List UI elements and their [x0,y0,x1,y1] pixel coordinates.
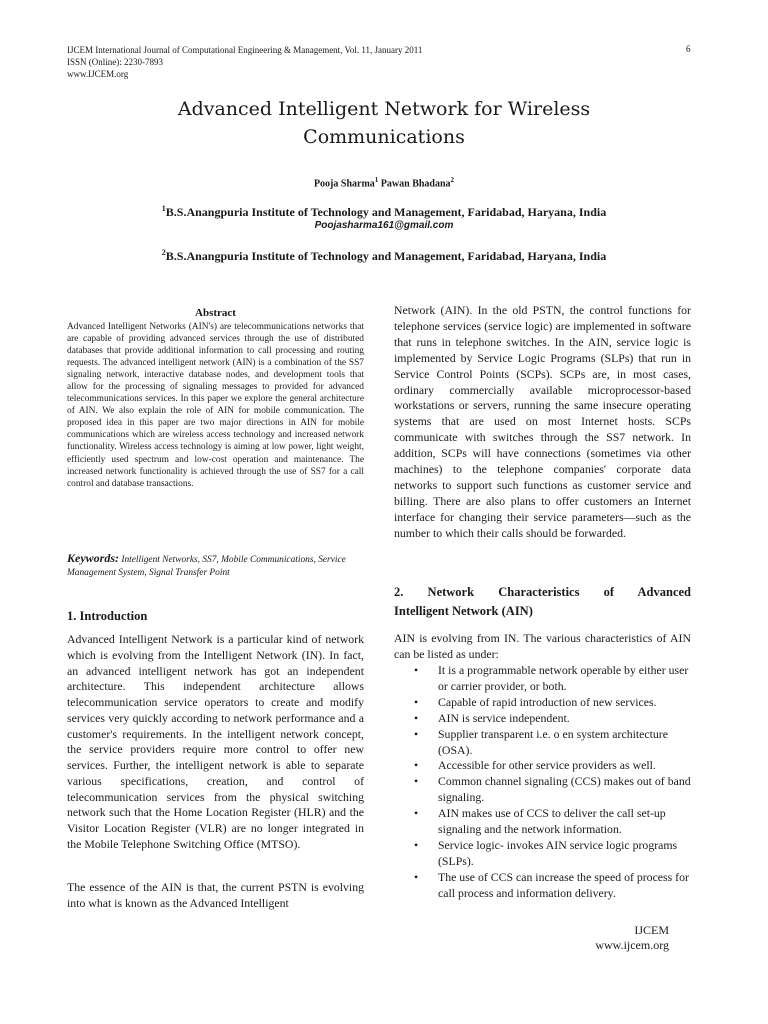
abstract-text: Advanced Intelligent Networks (AIN's) are telecommunications networks that are capable of providing advanced services through the use of distributed databases that provide additional information to call processing and routing requests. The advanced intelligent network (AIN) is a combination of the SS7 signaling network, interactive database nodes, and development tools that allow for the processing of signaling messages to provided for advanced telecommunications services. In this paper we explore the general architecture of AIN. We also explain the role of AIN for mobile communication. The proposed idea in this paper are two major directions in AIN for mobile communications which are wireless access technology and increased network functionality. Wireless access technology is aiming at low power, light weight, efficiently used spectrum and low-cost operation and maintenance. The increased network functionality is achieved through the use of SS7 for a call control and database transactions. [67,322,364,489]
affiliation-2-sup: 2 [161,248,166,257]
list-item: • Supplier transparent i.e. o en system architecture (OSA). [394,727,691,759]
author-1-sup: 1 [374,176,379,184]
section-2-intro: AIN is evolving from IN. The various characteristics of AIN can be listed as under: [394,631,691,661]
author-2: Pawan Bhadana [380,178,451,190]
characteristics-list [394,663,691,902]
introduction-paragraph-1: Advanced Intelligent Network is a particular kind of network which is evolving from the Intelligent Network (IN). In fact, an advanced intelligent network has got an independent architecture. This independent architecture allows telecommunication service operators to create and modify services very quickly according to network performance and a customer's requirements. In the intelligent network concept, the service providers require more control to offer new services. Further, the intelligent network is able to separate various specifications, creation, and control of telecommunication services from the physical switching network such that the Home Location Register (HLR) and the Visitor Location Register (VLR) are no longer integrated in the Mobile Telephone Switching Office (MTSO). [67,632,364,851]
list-item: • Capable of rapid introduction of new services. [394,695,691,711]
list-item: • The use of CCS can increase the speed of process for call process and information delivery. [394,870,691,902]
list-item: • AIN is service independent. [394,711,691,727]
footer-org: IJCEM [634,923,669,937]
right-column-continuation: Network (AIN). In the old PSTN, the control functions for telephone services (service logic) are implemented in software that runs in telephone switches. In the AIN, service logic is implemented by Service Logic Programs (SLPs) that run in Service Control Points (SCPs). SCPs are, in most cases, ordinary commercially available microprocessor-based workstations or servers, running the same insecure operating systems that are used on most Internet hosts. SCPs communicate with switches through the SS7 network. In addition, SCPs will have connections (sometimes via other machines) to the telephone companies' corporate data networks to support such functions as customer service and billing. There are also plans to offer customers an Internet interface for changing their service parameters—such as the number to which their calls should be forwarded. [394,303,691,540]
keywords [67,552,364,580]
list-item: • Accessible for other service providers as well. [394,758,691,774]
issn: ISSN (Online): 2230-7893 [67,57,163,67]
authors [0,176,768,189]
section-2-heading [394,583,691,621]
affiliation-1-sup: 1 [161,204,166,213]
list-item: • AIN makes use of CCS to deliver the call set-up signaling and the network information. [394,806,691,838]
keywords-label: Keywords: [67,551,119,565]
list-item: • Common channel signaling (CCS) makes out of band signaling. [394,774,691,806]
list-item: • It is a programmable network operable by either user or carrier provider, or both. [394,663,691,695]
journal-header [67,44,422,80]
author-email[interactable]: Poojasharma161@gmail.com [314,220,454,231]
section-2-heading-line-2: Intelligent Network (AIN) [394,604,533,618]
affiliation-1 [0,204,768,220]
paper-title [0,95,768,151]
author-1: Pooja Sharma [313,178,375,190]
footer-url[interactable]: www.ijcem.org [595,938,669,952]
list-item: • Service logic- invokes AIN service logic programs (SLPs). [394,838,691,870]
abstract-heading: Abstract [195,307,236,319]
journal-website: www.IJCEM.org [67,69,129,79]
title-line-1: Advanced Intelligent Network for Wireless [177,98,591,120]
author-2-sup: 2 [450,176,455,184]
affiliation-2 [0,248,768,264]
introduction-paragraph-2: The essence of the AIN is that, the current PSTN is evolving into what is known as the Advanced Intelligent [67,880,364,910]
keywords-text: Intelligent Networks, SS7, Mobile Communications, Service Management System, Signal Transfer Point [67,555,346,578]
page-number: 6 [686,44,691,54]
affiliation-2-text: B.S.Anangpuria Institute of Technology and Management, Faridabad, Haryana, India [165,249,607,263]
title-line-2: Communications [303,126,465,148]
section-2-heading-line-1: 2. Network Characteristics of Advanced [394,585,691,599]
journal-name: IJCEM International Journal of Computational Engineering & Management, Vol. 11, January 2011 [67,45,423,55]
affiliation-1-text: B.S.Anangpuria Institute of Technology and Management, Faridabad, Haryana, India [165,205,607,219]
introduction-heading: 1. Introduction [67,609,148,623]
